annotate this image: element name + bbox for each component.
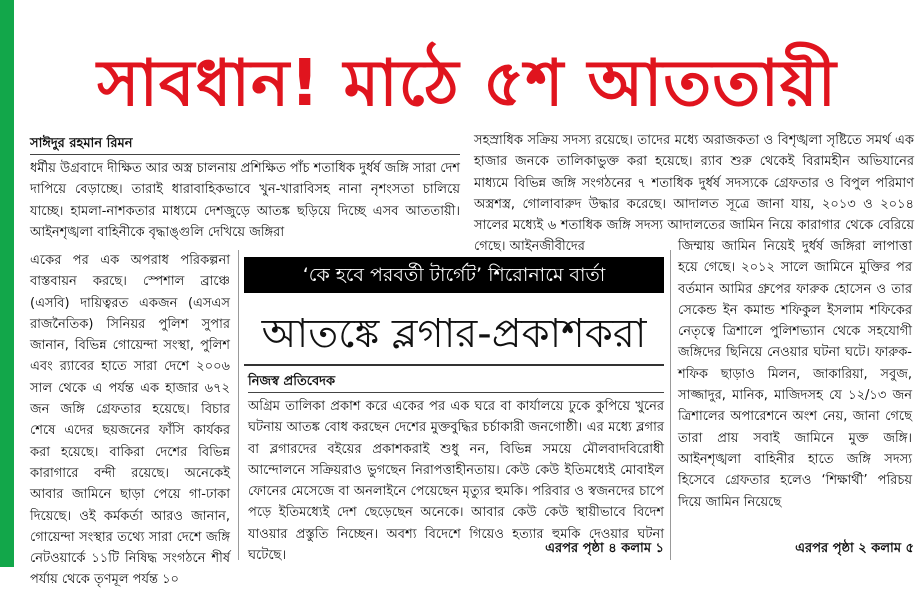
inner-continue-note: এরপর পৃষ্ঠা ৪ কলাম ১: [545, 541, 664, 556]
inner-byline: নিজস্ব প্রতিবেদক: [248, 374, 336, 389]
inner-headline: আতঙ্কে ব্লগার-প্রকাশকরা: [261, 311, 647, 357]
column-rule: [238, 250, 239, 560]
inner-kicker: ‘কে হবে পরবর্তী টার্গেট’ শিরোনামে বার্তা: [244, 257, 664, 293]
article-text-col1-bottom: একের পর এক অপরাধ পরিকল্পনা বাস্তবায়ন করছে। স্পেশাল ব্রাঞ্চে (এসবি) দায়িত্বরত একজন (এসএস রাজনৈতিক) সিনিয়র পুলিশ সুপার জানান, বিভিন্ন গোয়েন্দা সংস্থা, পুলিশ এবং র‌্যাবের হাতে সারা দেশে ২০০৬ সাল থেকে এ পর্যন্ত এক হাজার ৬৭২ জন জঙ্গি গ্রেফতার হয়েছে। বিচার শেষে এদের ছয়জনের ফাঁসি কার্যকর করা হয়েছে। বাকিরা দেশের বিভিন্ন কারাগারে বন্দী রয়েছে। অনেকেই আবার জামিনে ছাড়া পেয়ে গা-ঢাকা দিয়েছে। ওই কর্মকর্তা আরও জানান, গোয়েন্দা সংস্থার তথ্যে সারা দেশে জঙ্গি নেটওয়ার্কে ১১টি নিষিদ্ধ সংগঠনে শীর্ষ পর্যায় থেকে তৃণমূল পর্যন্ত ১০: [30, 253, 230, 588]
page-edge-bar: [0, 0, 14, 567]
article-text-col3-top: সহস্রাধিক সক্রিয় সদস্য রয়েছে। তাদের মধ্যে অরাজকতা ও বিশৃঙ্খলা সৃষ্টিতে সমর্থ এক হাজার জনকে তালিকাভুক্ত করা হয়েছে। র‌্যাব শুরু থেকেই বিরামহীন অভিযানের মাধ্যমে বিভিন্ন জঙ্গি সংগঠনের ৭ শতাধিক দুর্ধর্ষ সদস্যকে গ্রেফতার ও বিপুল পরিমাণ অস্ত্রশস্ত্র, গোলাবারুদ উদ্ধার করেছে। আদালত সূত্রে জানা যায়, ২০১৩ ও ২০১৪ সালের মধ্যেই ৬ শতাধিক জঙ্গি সদস্য আদালতের জামিন নিয়ে কারাগার থেকে বেরিয়ে গেছে। আইনজীবীদের: [474, 133, 914, 255]
inner-byline-rule: [248, 392, 664, 393]
main-headline: সাবধান! মাঠে ৫শ আততায়ী: [97, 47, 837, 121]
article-text-col1-top: ধর্মীয় উগ্রবাদে দীক্ষিত আর অস্ত্র চালনায় প্রশিক্ষিত পাঁচ শতাধিক দুর্ধর্ষ জঙ্গি সারা দেশ দাপিয়ে বেড়াচ্ছে। তারাই ধারাবাহিকভাবে খুন-খারাবিসহ নানা নৃশংসতা চালিয়ে যাচ্ছে। হামলা-নাশকতার মাধ্যমে দেশজুড়ে আতঙ্ক ছড়িয়ে দিচ্ছে এসব আততায়ী। আইনশৃঙ্খলা বাহিনীকে বৃদ্ধাঙ্গুলি দেখিয়ে জঙ্গিরা: [30, 161, 460, 240]
column-rule: [670, 250, 671, 560]
continue-note: এরপর পৃষ্ঠা ২ কলাম ৫: [795, 541, 914, 556]
inner-headline-rule: [244, 364, 664, 366]
inner-article-text: অগ্রিম তালিকা প্রকাশ করে একের পর এক ঘরে বা কার্যালয়ে ঢুকে কুপিয়ে খুনের ঘটনায় আতঙ্ক বোধ করছেন দেশের মুক্তবুদ্ধির চর্চাকারী জনগোষ্ঠী। এর মধ্যে ব্লগার বা ব্লগারদের বইয়ের প্রকাশকরাই শুধু নন, বিভিন্ন সময়ে মৌলবাদবিরোধী আন্দোলনে সক্রিয়রাও ভুগছেন নিরাপত্তাহীনতায়। কেউ কেউ ইতিমধ্যেই মোবাইল ফোনের মেসেজে বা অনলাইনে পেয়েছেন মৃত্যুর হুমকি। পরিবার ও স্বজনদের চাপে পড়ে ইতিমধ্যেই দেশ ছেড়েছেন অনেকে। আবার কেউ কেউ স্থায়ীভাবে বিদেশ যাওয়ার প্রস্তুতি নিচ্ছেন। অবশ্য বিদেশে গিয়েও হত্যার হুমকি দেওয়ার ঘটনা ঘটেছে।: [248, 399, 664, 564]
article-text-col3-bottom: জিম্মায় জামিন নিয়েই দুর্ধর্ষ জঙ্গিরা লাপাত্তা হয়ে গেছে। ২০১২ সালে জামিনে মুক্তির পর বর্তমান আমির গ্রুপের ফারুক হোসেন ও তার সেকেন্ড ইন কমান্ড শফিকুল ইসলাম শফিকের নেতৃত্বে ত্রিশালে পুলিশভ্যান থেকে সহযোগী জঙ্গিদের ছিনিয়ে নেওয়ার ঘটনা ঘটে। ফারুক-শফিক ছাড়াও মিলন, জাকারিয়া, সবুজ, সাজ্জাদুর, মানিক, মাজিদসহ যে ১২/১৩ জন ত্রিশালের অপারেশনে অংশ নেয়, জানা গেছে তারা প্রায় সবাই জামিনে মুক্ত জঙ্গি। আইনশৃঙ্খলা বাহিনীর হাতে জঙ্গি সদস্য হিসেবে গ্রেফতার হলেও ‘শিক্ষার্থী’ পরিচয় দিয়ে জামিন নিয়েছে: [678, 239, 912, 510]
byline-rule: [30, 154, 460, 155]
byline: সাঈদুর রহমান রিমন: [30, 136, 133, 151]
